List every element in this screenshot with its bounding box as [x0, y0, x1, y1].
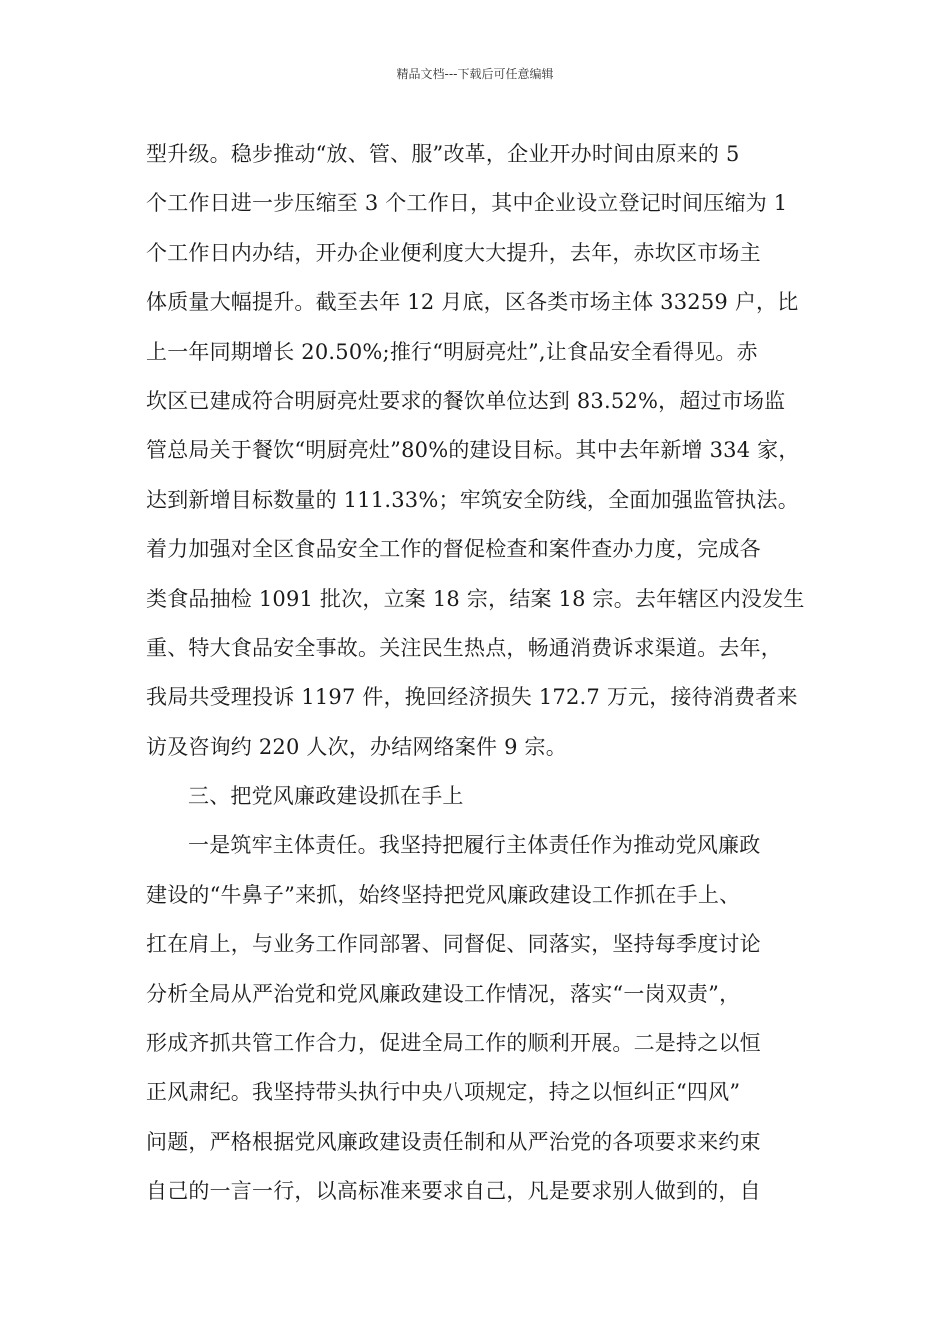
text-line: 体质量大幅提升。截至去年 12 月底，区各类市场主体 33259 户，比: [146, 290, 799, 315]
text-line: 访及咨询约 220 人次，办结网络案件 9 宗。: [146, 734, 567, 759]
document-body: [146, 130, 836, 1217]
text-line: 建设的“牛鼻子”来抓，始终坚持把党风廉政建设工作抓在手上、: [146, 882, 741, 907]
page-header: 精品文档---下载后可任意编辑: [396, 67, 554, 81]
text-line: 正风肃纪。我坚持带头执行中央八项规定，持之以恒纠正“四风”: [146, 1080, 741, 1105]
text-line: 重、特大食品安全事故。关注民生热点，畅通消费诉求渠道。去年，: [146, 635, 782, 660]
text-line: 个工作日进一步压缩至 3 个工作日，其中企业设立登记时间压缩为 1: [146, 191, 788, 216]
section-heading: 三、把党风廉政建设抓在手上: [188, 784, 464, 809]
paragraph-start: 一是筑牢主体责任。我坚持把履行主体责任作为推动党风廉政: [188, 833, 761, 858]
text-line: 管总局关于餐饮“明厨亮灶”80%的建设目标。其中去年新增 334 家，: [146, 438, 800, 463]
text-line: 分析全局从严治党和党风廉政建设工作情况，落实“一岗双责”，: [146, 981, 741, 1006]
text-line: 上一年同期增长 20.50%;推行“明厨亮灶”,让食品安全看得见。赤: [146, 339, 758, 364]
text-line: 扛在肩上，与业务工作同部署、同督促、同落实，坚持每季度讨论: [146, 932, 761, 957]
text-line: 个工作日内办结，开办企业便利度大大提升，去年，赤坎区市场主: [146, 240, 761, 265]
text-line: 达到新增目标数量的 111.33%；牢筑安全防线，全面加强监管执法。: [146, 487, 799, 512]
text-line: 着力加强对全区食品安全工作的督促检查和案件查办力度，完成各: [146, 537, 761, 562]
text-line: 型升级。稳步推动“放、管、服”改革，企业开办时间由原来的 5: [146, 142, 740, 166]
text-line: 我局共受理投诉 1197 件，挽回经济损失 172.7 万元，接待消费者来: [146, 685, 798, 710]
text-line: 自己的一言一行，以高标准来要求自己，凡是要求别人做到的，自: [146, 1179, 761, 1204]
text-line: 类食品抽检 1091 批次，立案 18 宗，结案 18 宗。去年辖区内没发生: [146, 586, 805, 611]
text-line: 形成齐抓共管工作合力，促进全局工作的顺利开展。二是持之以恒: [146, 1031, 761, 1056]
text-line: 坎区已建成符合明厨亮灶要求的餐饮单位达到 83.52%，超过市场监: [146, 388, 786, 413]
text-line: 问题，严格根据党风廉政建设责任制和从严治党的各项要求来约束: [146, 1129, 761, 1154]
